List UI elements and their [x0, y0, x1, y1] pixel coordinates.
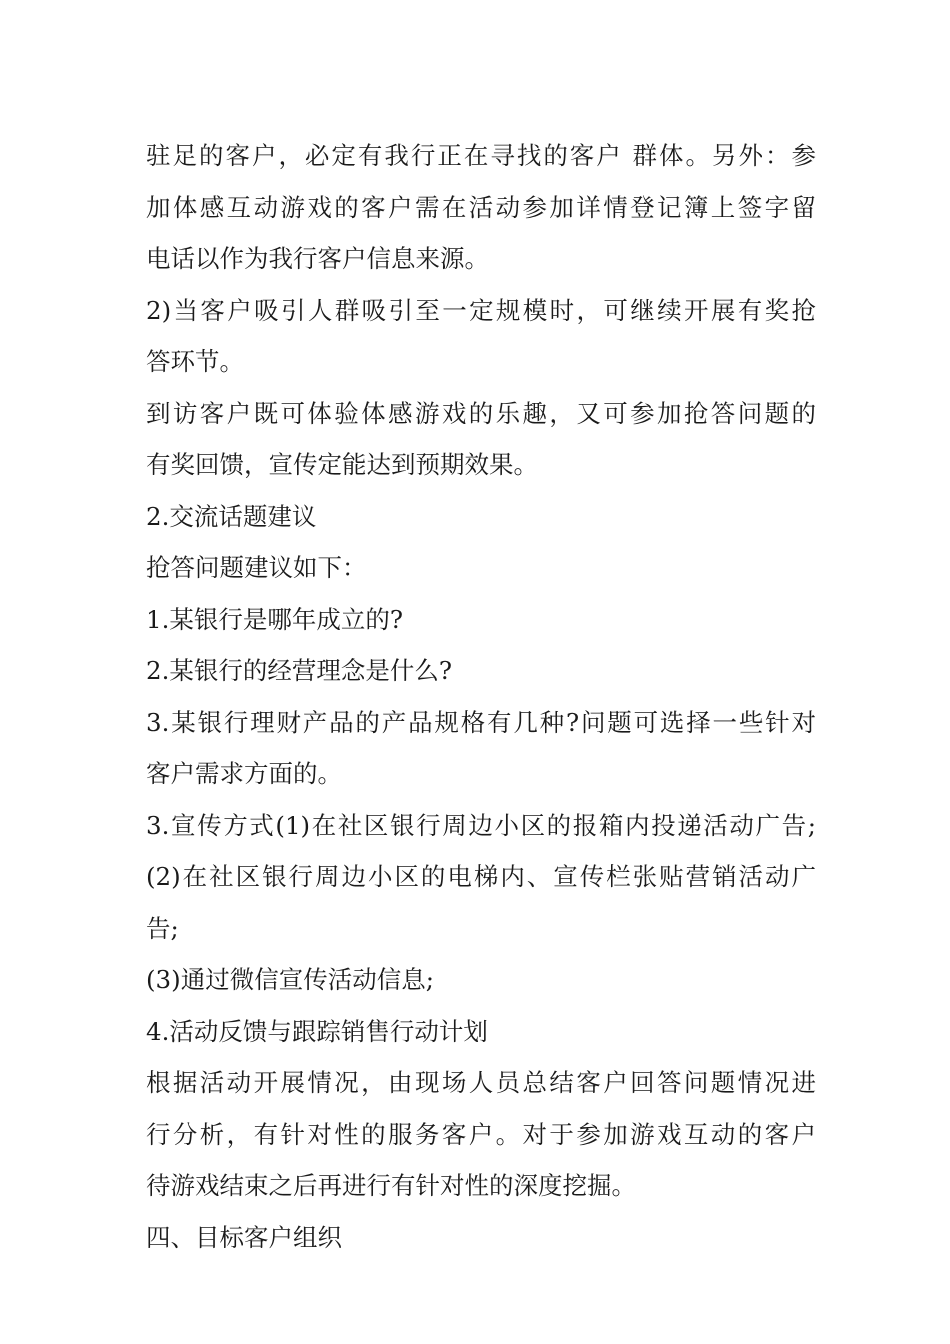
text-line: 4.活动反馈与跟踪销售行动计划	[146, 1016, 488, 1046]
text-line: 加体感互动游戏的客户需在活动参加详情登记簿上签字留	[146, 192, 816, 222]
text-line: 3.某银行理财产品的产品规格有几种?问题可选择一些针对	[146, 707, 816, 737]
text-line: 行分析，有针对性的服务客户。对于参加游戏互动的客户	[146, 1119, 816, 1149]
text-line: 四、目标客户组织	[146, 1222, 342, 1252]
body-text	[146, 130, 816, 1263]
text-line: (3)通过微信宣传活动信息;	[146, 965, 434, 994]
text-line: 根据活动开展情况，由现场人员总结客户回答问题情况进	[146, 1068, 816, 1097]
text-line: 待游戏结束之后再进行有针对性的深度挖掘。	[146, 1171, 636, 1200]
text-line: 2)当客户吸引人群吸引至一定规模时，可继续开展有奖抢	[146, 295, 816, 325]
text-line: 1.某银行是哪年成立的?	[146, 604, 404, 634]
text-line: 抢答问题建议如下：	[146, 553, 367, 582]
text-line: 到访客户既可体验体感游戏的乐趣，又可参加抢答问题的	[146, 398, 816, 428]
text-line: 有奖回馈，宣传定能达到预期效果。	[146, 450, 538, 479]
text-line: 客户需求方面的。	[146, 759, 342, 788]
text-line: 电话以作为我行客户信息来源。	[146, 244, 489, 273]
text-line: 3.宣传方式(1)在社区银行周边小区的报箱内投递活动广告;	[146, 810, 816, 840]
text-line: 告;	[146, 913, 179, 943]
text-line: 驻足的客户，必定有我行正在寻找的客户 群体。另外：参	[146, 141, 816, 170]
text-line: 答环节。	[146, 347, 244, 376]
text-line: 2.交流话题建议	[146, 501, 317, 531]
text-line: (2)在社区银行周边小区的电梯内、宣传栏张贴营销活动广	[146, 862, 816, 891]
text-line: 2.某银行的经营理念是什么?	[146, 656, 453, 685]
